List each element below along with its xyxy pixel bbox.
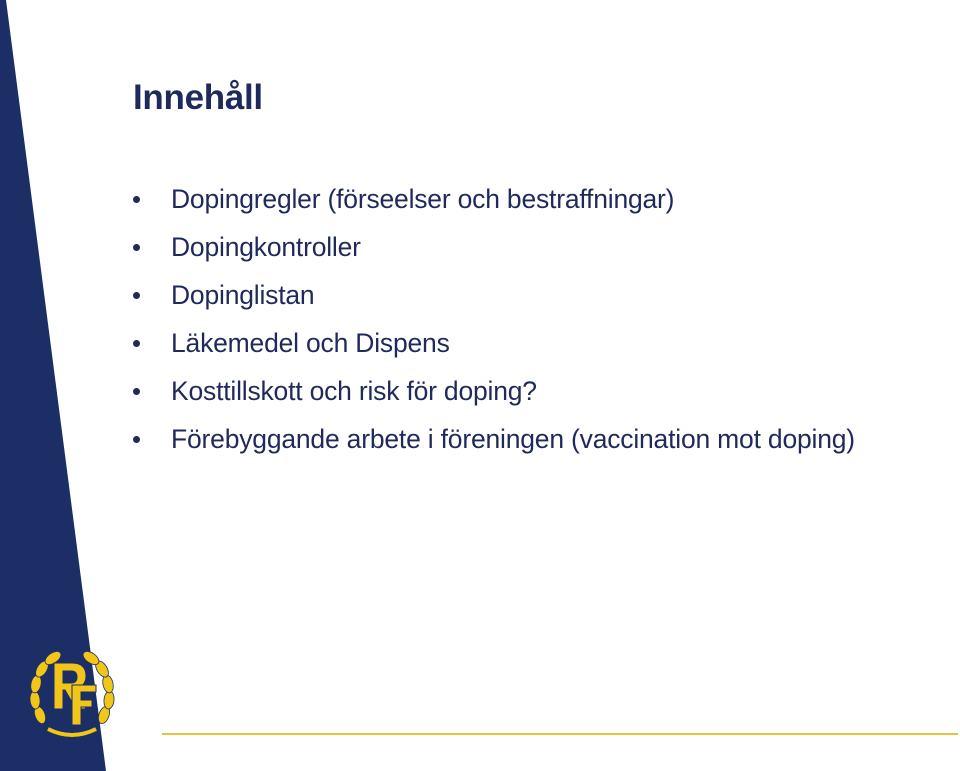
list-item-text: Dopingregler (förseelser och bestraffningar) <box>171 184 675 214</box>
list-item <box>133 373 855 421</box>
bullet-icon <box>133 244 140 251</box>
list-item-text: Förebyggande arbete i föreningen (vaccination mot doping) <box>171 424 855 454</box>
footer-divider <box>162 733 958 735</box>
bullet-icon <box>133 388 140 395</box>
bullet-icon <box>133 436 140 443</box>
list-item <box>133 277 855 325</box>
list-item-text: Dopingkontroller <box>171 232 361 262</box>
bullet-list <box>133 181 855 469</box>
list-item <box>133 229 855 277</box>
list-item-text: Läkemedel och Dispens <box>171 328 450 358</box>
list-item <box>133 421 855 469</box>
list-item <box>133 181 855 229</box>
list-item-text: Kosttillskott och risk för doping? <box>171 376 537 406</box>
bullet-icon <box>133 292 140 299</box>
slide-title: Innehåll <box>133 78 263 117</box>
bullet-icon <box>133 196 140 203</box>
rf-logo <box>26 645 118 741</box>
list-item-text: Dopinglistan <box>171 280 315 310</box>
list-item <box>133 325 855 373</box>
bullet-icon <box>133 340 140 347</box>
